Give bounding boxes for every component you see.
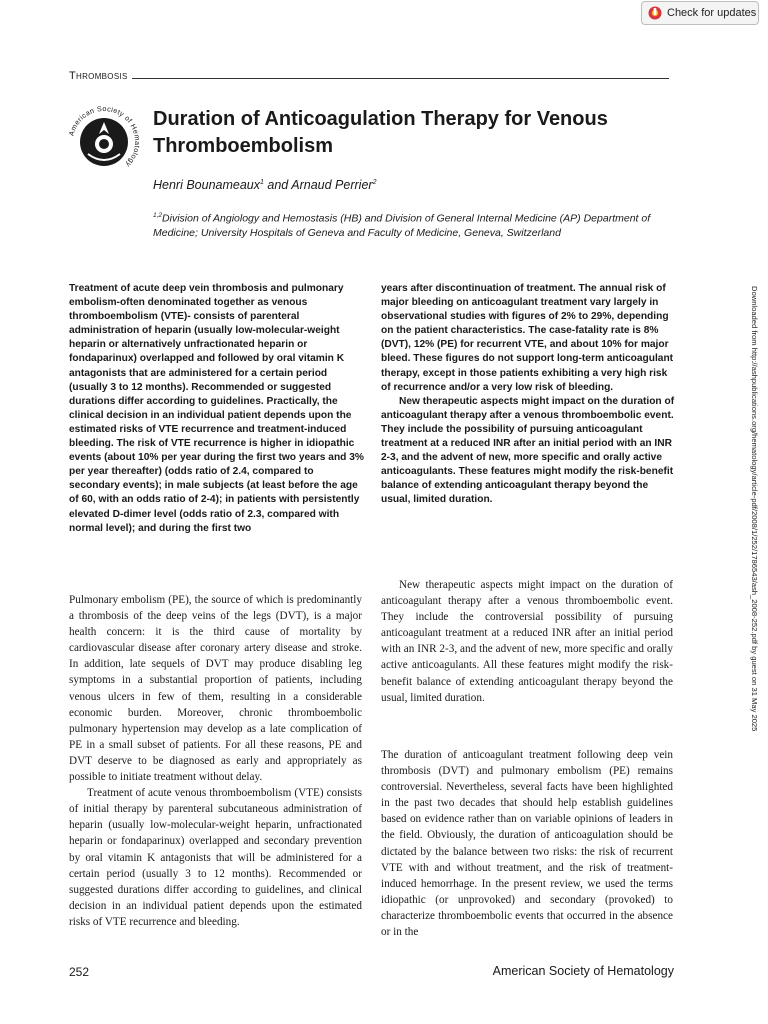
body-paragraph: Treatment of acute venous thromboembolism (VTE) consists of initial therapy by parenteral subcutaneous administration of heparin (usually low-molecular-weight heparin, unfractionated heparin or fondaparinux) overlapped and secondary prevention by oral vitamin K antagonists that will be administered for a certain period (usually 3 to 12 months). Recommended or suggested durations differ according to guidelines, and clinical decision in an individual patient depends upon the estimated risks of VTE recurrence and bleeding. <box>69 787 362 928</box>
abstract-right-column <box>381 282 675 508</box>
body-left-column <box>69 592 362 930</box>
author-sup: 1 <box>260 178 264 186</box>
body-paragraph: Pulmonary embolism (PE), the source of which is predominantly a thrombosis of the deep veins of the legs (DVT), is a major health concern: it is the third cause of mortality by cardiovascular disease after coronary artery disease and stroke. In addition, late sequels of DVT may produce disabling leg symptoms in a substantial proportion of patients, including venous ulcers in few of them, resulting in a considerable economic burden. Moreover, chronic thromboembolic pulmonary hypertension may develop as a late complication of PE in a small subset of patients. For all these reasons, PE and DVT deserve to be diagnosed as early and appropriately as possible to initiate treatment without delay. <box>69 594 362 784</box>
page-number: 252 <box>69 965 90 979</box>
author-name: Arnaud Perrier <box>291 178 373 192</box>
section-rule <box>132 78 669 79</box>
affiliation-text: Division of Angiology and Hemostasis (HB) and Division of General Internal Medicine (AP) Department of Medicine; University Hospitals of Geneva and Faculty of Medicine, Geneva, Switzerland <box>153 212 651 239</box>
body-paragraph: The duration of anticoagulant treatment following deep vein thrombosis (DVT) and pulmonary embolism (PE) remains controversial. Nevertheless, several facts have been highlighted in the past two decades that should help establish guidelines based on evidence rather than on variable opinions of leaders in the field. Obviously, the duration of anticoagulation should be dictated by the balance between two risks: the risk of recurrent VTE with and without treatment, and the risk of treatment-induced hemorrhage. In the present review, we used the terms idiopathic (or unprovoked) and secondary (provoked) to characterize thromboembolic events that occurred in the absence or in the <box>381 749 673 939</box>
section-header <box>69 66 669 82</box>
body-right-column-bottom <box>381 747 673 940</box>
affiliation <box>153 209 683 240</box>
download-notice: Downloaded from http://ashpublications.org/hematology/article-pdf/2008/1/252/1786543/ash_2008-252.pdf by guest on 31 May 2025 <box>750 286 759 732</box>
author-name: Henri Bounameaux <box>153 178 261 192</box>
abstract-paragraph: years after discontinuation of treatment. The annual risk of major bleeding on anticoagulant treatment vary largely in observational studies with figures of 2% to 29%, depending on the patient characteristics. The case-fatality rate is 8% (DVT), 12% (PE) for recurrent VTE, and about 10% for major bleed. These figures do not support long-term anticoagulant therapy, except in those patients exhibiting a very high risk of recurrence and/or a very low risk of bleeding. <box>381 283 674 393</box>
check-for-updates-button[interactable] <box>641 1 759 25</box>
journal-name: American Society of Hematology <box>492 964 674 978</box>
body-right-column-top <box>381 577 673 706</box>
authors-join: and <box>263 178 292 192</box>
crossmark-icon <box>648 6 662 20</box>
abstract-left-column <box>69 282 367 536</box>
article-title: Duration of Anticoagulation Therapy for Venous Thromboembolism <box>153 108 608 157</box>
abstract-paragraph: Treatment of acute deep vein thrombosis and pulmonary embolism-often denominated together as venous thromboembolism (VTE)- consists of parenteral administration of heparin (usually low-molecular-weight heparin or alternatively unfractionated heparin or fondaparinux) overlapped and followed by oral vitamin K antagonists that are administered for a certain period (usually 3 to 12 months). Recommended or suggested durations differ according to guidelines. Practically, the clinical decision in an individual patient depends upon the estimated risks of VTE recurrence and treatment-induced bleeding. The risk of VTE recurrence is higher in idiopathic events (about 10% per year during the first two years and 3% per year thereafter) (odds ratio of 2.4, compared to secondary events); in male subjects (at least before the age of 60, with an odds ratio of 2-4); in patients with persistently elevated D-dimer level (odds ratio of 2.3, compared with normal level); and during the first two <box>69 283 364 534</box>
author-sup: 2 <box>372 178 377 186</box>
authors <box>153 178 673 192</box>
logo-text: American Society of Hematology <box>66 104 142 170</box>
body-paragraph: New therapeutic aspects might impact on the duration of anticoagulant therapy after a venous thromboembolic event. They include the controversial possibility of pursuing anticoagulant treatment at a reduced INR after an initial period with an INR 2-3, and the advent of new, more specific and orally active anticoagulants. All these features might modify the risk-benefit balance of extending anticoagulant therapy beyond the usual, limited duration. <box>381 579 673 704</box>
check-for-updates-label: Check for updates <box>667 7 757 19</box>
abstract-paragraph: New therapeutic aspects might impact on the duration of anticoagulant therapy after a venous thromboembolic event. They include the possibility of pursuing anticoagulant treatment at a reduced INR after an initial period with an INR 2-3, and the advent of new, more specific and orally active anticoagulants. These features might modify the risk-benefit balance of extending anticoagulant therapy beyond the usual, limited duration. <box>381 395 675 506</box>
society-logo <box>66 104 142 180</box>
section-label: Thrombosis <box>69 70 128 82</box>
affiliation-sup: 1,2 <box>153 212 163 219</box>
